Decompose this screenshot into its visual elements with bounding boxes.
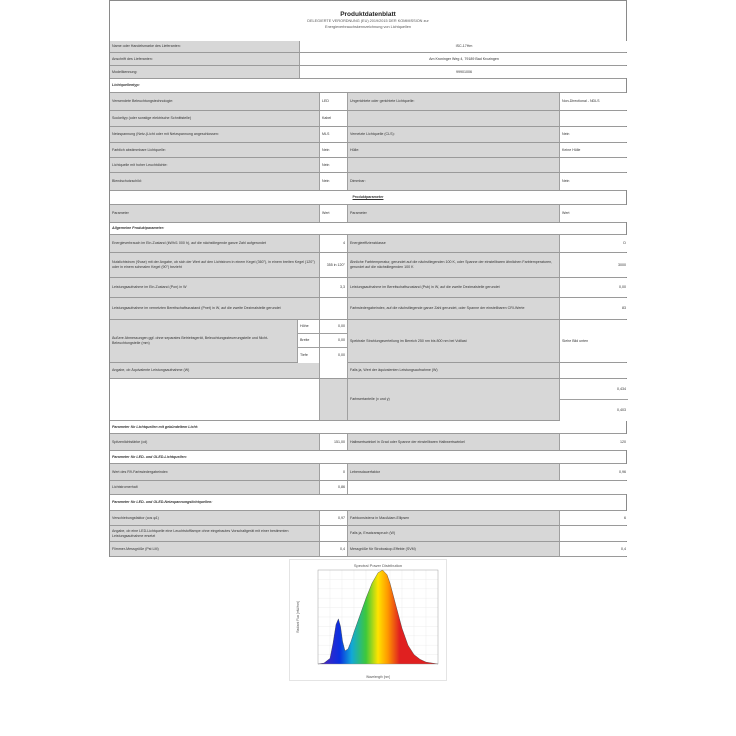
lst-row-5 bbox=[110, 173, 626, 191]
mains-row-1 bbox=[110, 526, 626, 542]
r9-value: 0 bbox=[320, 464, 348, 480]
lst-label-4: Lichtquelle mit hoher Leuchtdichte: bbox=[110, 158, 320, 172]
equivalent-power-row bbox=[110, 363, 626, 379]
sheet-header bbox=[110, 1, 626, 42]
dim-key-depth: Tiefe bbox=[298, 348, 320, 363]
product-params-heading: Produktparameter bbox=[352, 195, 384, 200]
mains-value2-2: 0,4 bbox=[560, 542, 628, 556]
regulation-subline: Energieverbrauchskennzeichnung von Lichtquellen bbox=[325, 25, 411, 29]
param-label2-2: Leistungsaufnahme im Bereitschaftszustand (Psb) in W, auf die zweite Dezimalstelle gerundet bbox=[348, 278, 560, 297]
spd-y-axis-label: Radiant Flux [mW/nm] bbox=[296, 601, 300, 633]
mains-value2-0: 6 bbox=[560, 511, 628, 525]
lst-value-0: LED bbox=[320, 93, 348, 110]
spd-x-axis-label: Wavelength [nm] bbox=[366, 675, 390, 679]
param-value2-2: 0,00 bbox=[560, 278, 628, 297]
col-val-2: Wert bbox=[560, 205, 628, 222]
lst-label2-4 bbox=[348, 158, 560, 172]
peak-intensity-value: 151,00 bbox=[320, 434, 348, 450]
param-row-2 bbox=[110, 278, 626, 298]
chromaticity-empty-val bbox=[320, 379, 348, 420]
model-label: Modellkennung: bbox=[110, 66, 300, 78]
light-source-type-heading: Lichtquellentyp: bbox=[112, 83, 140, 88]
spd-chart-title: Spectral Power Distribution bbox=[353, 563, 403, 568]
lst-value2-3: Keine Hülle bbox=[560, 143, 628, 157]
lst-label-5: Blendschutzschild: bbox=[110, 173, 320, 190]
survival-factor-label: Lebensdauerfaktor bbox=[348, 464, 560, 480]
spectral-power-distribution-chart bbox=[289, 559, 447, 681]
lst-row-4 bbox=[110, 158, 626, 173]
param-value2-1: 3000 bbox=[560, 253, 628, 277]
dimensions-row bbox=[110, 320, 626, 363]
led-oled-heading: Parameter für LED- und OLED-Lichtquellen: bbox=[112, 454, 187, 459]
lst-value-2: MLS bbox=[320, 127, 348, 142]
general-params-heading-row bbox=[110, 223, 626, 235]
supplier-address-row bbox=[110, 53, 626, 66]
chromaticity-x: 0,434 bbox=[560, 379, 628, 400]
param-value2-3: 83 bbox=[560, 298, 628, 319]
chromaticity-empty bbox=[110, 379, 320, 420]
lst-value2-2: Nein bbox=[560, 127, 628, 142]
regulation-line: DELEGIERTE VERORDNUNG (EU) 2019/2015 DER KOMMISSION zur bbox=[307, 19, 429, 23]
survival-factor-value: 0,96 bbox=[560, 464, 628, 480]
equivalent-power-l2: Falls ja, Wert der äquivalenten Leistungsaufnahme (W) bbox=[348, 363, 560, 378]
dim-val-depth: 0,00 bbox=[320, 348, 348, 363]
param-label2-0: Energieeffizienzklasse bbox=[348, 235, 560, 252]
dim-val-width: 0,00 bbox=[320, 334, 348, 348]
mains-row-0 bbox=[110, 511, 626, 526]
lst-label2-1 bbox=[348, 111, 560, 126]
beam-angle-value: 120 bbox=[560, 434, 628, 450]
param-label-3: Leistungsaufnahme im vernetzten Bereitschaftszustand (Pnet) in W, auf die zweite Dezimalstelle gerundet bbox=[110, 298, 320, 319]
lst-label-1: Sockeltyp (oder sonstige elektrische Schnittstelle) bbox=[110, 111, 320, 126]
model-value: 99901006 bbox=[300, 66, 628, 78]
peak-intensity-label: Spitzenlichtstärke (cd) bbox=[110, 434, 320, 450]
dimensions-label: Äußere Abmessungen ggf. ohne separates Betriebsgerät, Beleuchtungssteuerungsteile und Nicht-Beleuchtungsteile (mm) bbox=[110, 320, 298, 362]
mains-label2-1: Falls ja, Ersatzanspruch (W) bbox=[348, 526, 560, 541]
mains-value-1 bbox=[320, 526, 348, 541]
lst-value2-0: Non-Directional - NDLS bbox=[560, 93, 628, 110]
led-oled-row-2-empty bbox=[348, 481, 628, 494]
param-value-3 bbox=[320, 298, 348, 319]
directional-heading-row bbox=[110, 421, 626, 434]
directional-row bbox=[110, 434, 626, 451]
sheet-title: Produktdatenblatt bbox=[340, 11, 396, 18]
lst-value-1: Kabel bbox=[320, 111, 348, 126]
lst-value2-1 bbox=[560, 111, 628, 126]
supplier-address-value: Am Kroninger Weg 4, 79189 Bad Krozingen bbox=[300, 53, 628, 65]
lst-label2-3: Hülle: bbox=[348, 143, 560, 157]
mains-value-0: 0,97 bbox=[320, 511, 348, 525]
param-row-1 bbox=[110, 253, 626, 278]
lst-row-2 bbox=[110, 127, 626, 143]
param-value-0: 4 bbox=[320, 235, 348, 252]
mains-heading-row bbox=[110, 495, 626, 511]
param-label2-1: Ähnliche Farbtemperatur, gerundet auf die nächstliegenden 100 K, oder Spanne der einstellbaren ähnlichen Farbtemperaturen, gerundet auf die nächstliegenden 100 K bbox=[348, 253, 560, 277]
equivalent-power-v2 bbox=[560, 363, 628, 378]
supplier-name-value: ISC-17Hm bbox=[300, 41, 628, 52]
lst-label-3: Farblich abstimmbare Lichtquelle: bbox=[110, 143, 320, 157]
lst-label2-5: Dimmbar: bbox=[348, 173, 560, 190]
supplier-name-row bbox=[110, 41, 626, 53]
led-oled-row-1 bbox=[110, 464, 626, 481]
lumen-maintenance-label: Lichtstromerhalt bbox=[110, 481, 320, 494]
product-params-heading-row bbox=[110, 191, 626, 205]
lumen-maintenance-value: 0,86 bbox=[320, 481, 348, 494]
mains-label2-0: Farbkonsistenz in MacAdam-Ellipsen bbox=[348, 511, 560, 525]
lst-value-5: Nein bbox=[320, 173, 348, 190]
product-data-sheet bbox=[109, 0, 627, 557]
supplier-name-label: Name oder Handelsmarke des Lieferanten: bbox=[110, 41, 300, 52]
led-oled-row-2 bbox=[110, 481, 626, 495]
dim-val-height: 0,00 bbox=[320, 320, 348, 334]
spd-chart-svg bbox=[290, 560, 446, 680]
col-param-1: Parameter bbox=[110, 205, 320, 222]
param-column-headers bbox=[110, 205, 626, 223]
mains-heading: Parameter für LED- und OLED-Netzspannungslichtquellen: bbox=[112, 500, 213, 505]
supplier-address-label: Anschrift des Lieferanten: bbox=[110, 53, 300, 65]
lst-label2-0: Ungerichtete oder gerichtete Lichtquelle: bbox=[348, 93, 560, 110]
lst-row-1 bbox=[110, 111, 626, 127]
param-label2-3: Farbwiedergabeindex, auf die nächstliegende ganze Zahl gerundet, oder Spanne der einstellbaren CRI-Werte bbox=[348, 298, 560, 319]
param-value-2: 3,3 bbox=[320, 278, 348, 297]
mains-value2-1 bbox=[560, 526, 628, 541]
lst-value-4: Nein bbox=[320, 158, 348, 172]
param-value-1: 355 in 120° bbox=[320, 253, 348, 277]
mains-row-2 bbox=[110, 542, 626, 557]
led-oled-heading-row bbox=[110, 451, 626, 464]
param-label-0: Energieverbrauch im Ein-Zustand (kWh/1 000 h), auf die nächstliegende ganze Zahl aufgerundet bbox=[110, 235, 320, 252]
param-label-2: Leistungsaufnahme im Ein-Zustand (Pon) in W bbox=[110, 278, 320, 297]
chromaticity-y: 0,403 bbox=[560, 400, 628, 421]
param-label-1: Nutzlichtstrom (Φuse) mit der Angabe, ob sich der Wert auf den Lichtstrom in einem Kegel (360°), in einem breiten Kegel (120°) oder in einem schmalen Kegel (90°) bezieht bbox=[110, 253, 320, 277]
spd-label: Spektrale Strahlungsverteilung im Bereich 250 nm bis 800 nm bei Volllast bbox=[348, 320, 560, 362]
col-param-2: Parameter bbox=[348, 205, 560, 222]
chromaticity-row bbox=[110, 379, 626, 421]
mains-value-2: 0,4 bbox=[320, 542, 348, 556]
lst-label-2: Netzspannung (Netz-)Licht oder mit Netzspannung angeschlossen: bbox=[110, 127, 320, 142]
light-source-type-heading-row bbox=[110, 79, 626, 93]
mains-label2-2: Messgröße für Stroboskop-Effekte (SVM) bbox=[348, 542, 560, 556]
lst-value-3: Nein bbox=[320, 143, 348, 157]
chromaticity-label: Farbwertanteile (x und y) bbox=[348, 379, 560, 420]
r9-label: Wert des R9-Farbwiedergabeindex bbox=[110, 464, 320, 480]
mains-label-2: Flimmer-Messgröße (Pst LM) bbox=[110, 542, 320, 556]
equivalent-power-value bbox=[320, 363, 348, 378]
dim-key-width: Breite bbox=[298, 334, 320, 348]
lst-value2-4 bbox=[560, 158, 628, 172]
lst-value2-5: Nein bbox=[560, 173, 628, 190]
model-row bbox=[110, 66, 626, 79]
lst-label-0: Verwendete Beleuchtungstechnologie: bbox=[110, 93, 320, 110]
lst-row-0 bbox=[110, 93, 626, 111]
param-row-3 bbox=[110, 298, 626, 320]
equivalent-power-label: Angabe, ob Äquivalente Leistungsaufnahme (W) bbox=[110, 363, 320, 378]
param-row-0 bbox=[110, 235, 626, 253]
beam-angle-label: Halbwertswinkel in Grad oder Spanne der einstellbaren Halbwertswinkel bbox=[348, 434, 560, 450]
general-params-heading: Allgemeine Produktparameter: bbox=[112, 226, 165, 231]
param-value2-0: D bbox=[560, 235, 628, 252]
mains-label-0: Verschiebungsfaktor (cos φ1) bbox=[110, 511, 320, 525]
lst-row-3 bbox=[110, 143, 626, 158]
directional-heading: Parameter für Lichtquellen mit gebündeltem Licht: bbox=[112, 424, 199, 429]
col-val-1: Wert bbox=[320, 205, 348, 222]
lst-label2-2: Vernetzte Lichtquelle (CLS): bbox=[348, 127, 560, 142]
dim-key-height: Höhe bbox=[298, 320, 320, 334]
mains-label-1: Angabe, ob eine LED-Lichtquelle eine Leuchtstofflampe ohne eingebautes Vorschaltgerät mit einer bestimmten Leistungsaufnahme ersetzt bbox=[110, 526, 320, 541]
spd-value: Siehe Bild unten bbox=[560, 320, 628, 362]
